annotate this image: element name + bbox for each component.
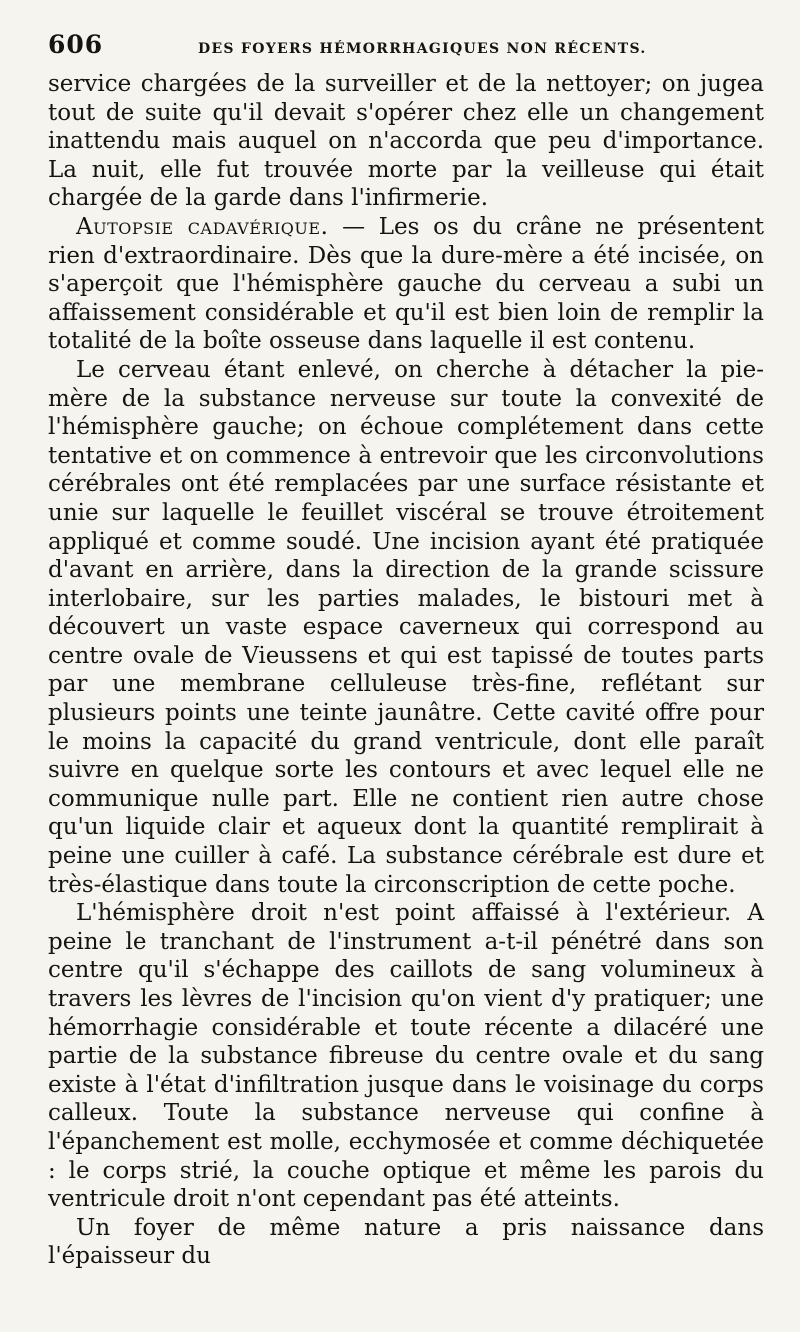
paragraph-text: service chargées de la surveiller et de la nettoyer; on jugea tout de suite qu'il devait s'opérer chez elle un changement inattendu mais auquel on n'accorda que peu d'importance. La nuit, elle fut trouvée morte par la veilleuse qui était chargée de la garde dans l'infirmerie. bbox=[48, 71, 764, 212]
body-text bbox=[48, 70, 764, 1271]
section-lead: Autopsie cadavérique. bbox=[76, 213, 329, 240]
paragraph-text: L'hémisphère droit n'est point affaissé à l'extérieur. A peine le tranchant de l'instrument a-t-il pénétré dans son centre qu'il s'échappe des caillots de sang volumineux à travers les lèvres de l'incision qu'on vient d'y pratiquer; une hémorrhagie considérable et toute récente a dilacéré une partie de la substance fibreuse du centre ovale et du sang existe à l'état d'infiltration jusque dans le voisinage du corps calleux. Toute la substance nerveuse qui confine à l'épanchement est molle, ecchymosée et comme déchiquetée : le corps strié, la couche optique et même les parois du ventricule droit n'ont cependant pas été atteints. bbox=[48, 900, 764, 1213]
running-head bbox=[48, 30, 764, 70]
paragraph-autopsy bbox=[48, 213, 764, 356]
paragraph-continuation bbox=[48, 70, 764, 213]
paragraph-final bbox=[48, 1214, 764, 1271]
running-title: DES FOYERS HÉMORRHAGIQUES NON RÉCENTS. bbox=[198, 41, 647, 57]
paragraph-left-hemisphere bbox=[48, 356, 764, 899]
paragraph-text: Le cerveau étant enlevé, on cherche à détacher la pie-mère de la substance nerveuse sur toute la convexité de l'hémisphère gauche; on échoue complétement dans cette tentative et on commence à entrevoir que les circonvolutions cérébrales ont été remplacées par une surface résistante et unie sur laquelle le feuillet viscéral se trouve étroitement appliqué et comme soudé. Une incision ayant été pratiquée d'avant en arrière, dans la direction de la grande scissure interlobaire, sur les parties malades, le bistouri met à découvert un vaste espace caverneux qui correspond au centre ovale de Vieussens et qui est tapissé de toutes parts par une membrane celluleuse très-fine, reflétant sur plusieurs points une teinte jaunâtre. Cette cavité offre pour le moins la capacité du grand ventricule, dont elle paraît suivre en quelque sorte les contours et avec lequel elle ne communique nulle part. Elle ne contient rien autre chose qu'un liquide clair et aqueux dont la quantité remplirait à peine une cuiller à café. La substance cérébrale est dure et très-élastique dans toute la circonscription de cette poche. bbox=[48, 356, 764, 898]
page-number: 606 bbox=[48, 30, 104, 59]
paragraph-right-hemisphere bbox=[48, 899, 764, 1214]
paragraph-text: Un foyer de même nature a pris naissance dans l'épaisseur du bbox=[48, 1214, 764, 1270]
paragraph-text: — Les os du crâne ne présentent rien d'extraordinaire. Dès que la dure-mère a été incisée, on s'aperçoit que l'hémisphère gauche du cerveau a subi un affaissement considérable et qu'il est bien loin de remplir la totalité de la boîte osseuse dans laquelle il est contenu. bbox=[48, 213, 764, 355]
